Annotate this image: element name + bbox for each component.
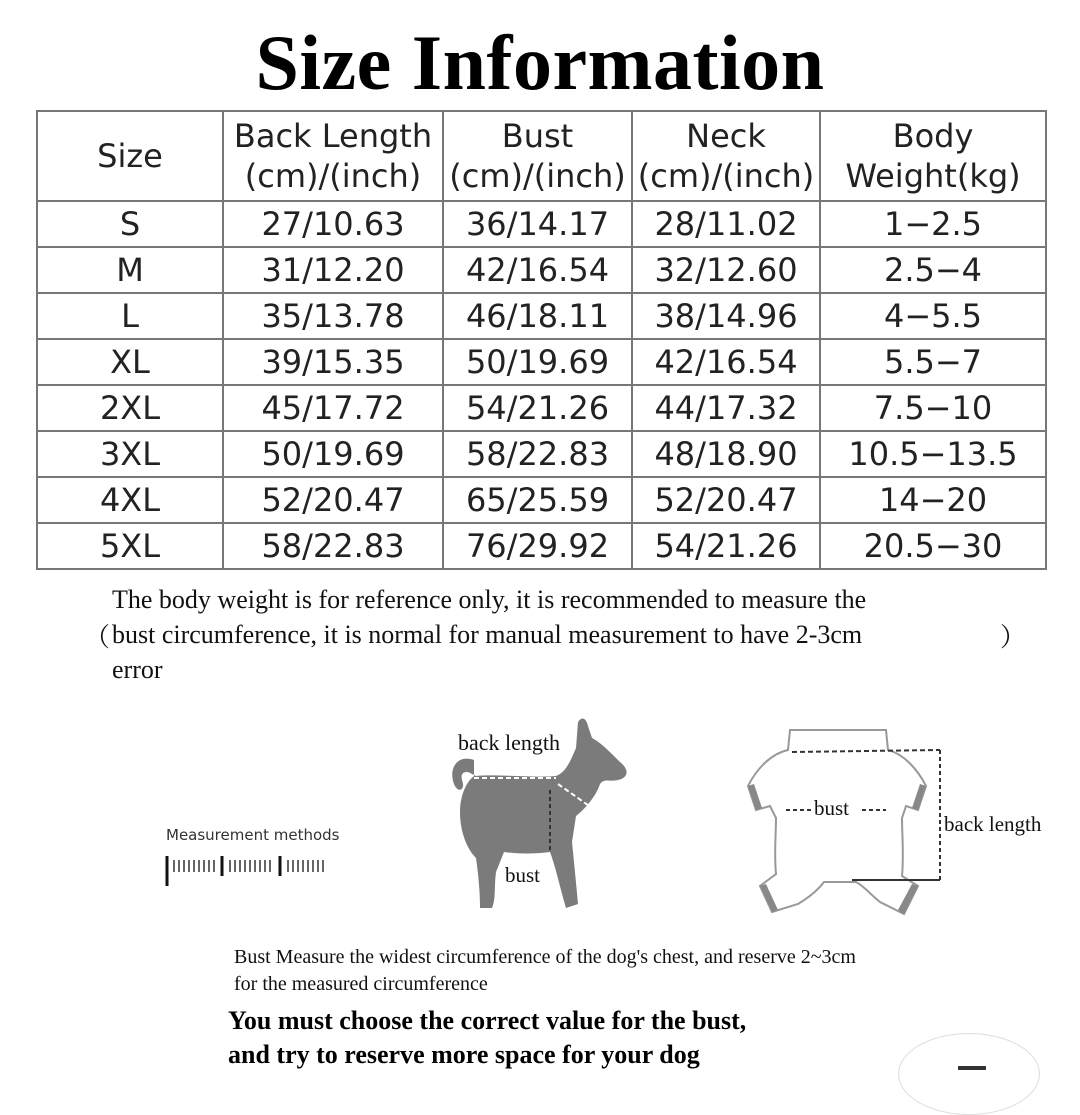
table-cell: 38/14.96 <box>632 293 820 339</box>
page-title: Size Information <box>255 19 825 106</box>
size-table <box>36 110 1047 570</box>
table-row <box>37 523 1046 569</box>
emphasis-line: You must choose the correct value for the bust, <box>228 1006 747 1035</box>
table-row <box>37 247 1046 293</box>
garment-back-length-label: back length <box>944 812 1042 836</box>
table-cell: 3XL <box>37 431 223 477</box>
header-neck <box>632 111 820 201</box>
table-row <box>37 385 1046 431</box>
note-line: bust circumference, it is normal for manual measurement to have 2-3cm <box>112 620 863 649</box>
header-label: Bust <box>501 117 574 155</box>
table-cell: 76/29.92 <box>443 523 632 569</box>
bust-instruction: Bust Measure the widest circumference of the dog's chest, and reserve 2~3cm for the measured circumference <box>234 946 856 995</box>
table-cell: 54/21.26 <box>632 523 820 569</box>
header-body-weight <box>820 111 1046 201</box>
table-cell: 42/16.54 <box>443 247 632 293</box>
note-line: error <box>112 655 163 684</box>
measurement-methods-label: Measurement methods <box>166 826 340 844</box>
table-cell: 50/19.69 <box>223 431 443 477</box>
table-row <box>37 201 1046 247</box>
table-cell: 20.5−30 <box>820 523 1046 569</box>
garment-bust-label: bust <box>814 796 850 820</box>
table-cell: 45/17.72 <box>223 385 443 431</box>
header-unit: (cm)/(inch) <box>244 157 422 195</box>
header-unit: (cm)/(inch) <box>449 157 626 195</box>
table-cell: 42/16.54 <box>632 339 820 385</box>
table-cell: 1−2.5 <box>820 201 1046 247</box>
table-cell: 32/12.60 <box>632 247 820 293</box>
table-cell: 39/15.35 <box>223 339 443 385</box>
dog-bust-label: bust <box>505 863 541 887</box>
table-cell: 4XL <box>37 477 223 523</box>
table-cell: 2.5−4 <box>820 247 1046 293</box>
table-row <box>37 431 1046 477</box>
garment-outline-icon <box>742 726 952 918</box>
table-cell: 14−20 <box>820 477 1046 523</box>
table-header-row <box>37 111 1046 201</box>
header-unit: Weight(kg) <box>845 157 1021 195</box>
table-cell: 4−5.5 <box>820 293 1046 339</box>
table-cell: 54/21.26 <box>443 385 632 431</box>
emphasis-note <box>228 1004 928 1072</box>
table-cell: L <box>37 293 223 339</box>
header-label: Neck <box>686 117 766 155</box>
table-cell: 52/20.47 <box>223 477 443 523</box>
header-size-label: Size <box>97 137 163 175</box>
table-cell: 2XL <box>37 385 223 431</box>
table-cell: 27/10.63 <box>223 201 443 247</box>
header-size <box>37 111 223 201</box>
table-cell: XL <box>37 339 223 385</box>
table-cell: 58/22.83 <box>443 431 632 477</box>
table-cell: 52/20.47 <box>632 477 820 523</box>
header-label: Back Length <box>233 117 433 155</box>
table-cell: 58/22.83 <box>223 523 443 569</box>
note-line: The body weight is for reference only, it is recommended to measure the <box>112 585 867 614</box>
header-back-length <box>223 111 443 201</box>
header-label: Body <box>892 117 974 155</box>
ruler-icon <box>164 852 334 888</box>
table-cell: 50/19.69 <box>443 339 632 385</box>
table-cell: S <box>37 201 223 247</box>
table-row <box>37 293 1046 339</box>
table-row <box>37 477 1046 523</box>
table-cell: 35/13.78 <box>223 293 443 339</box>
minus-icon <box>958 1066 986 1070</box>
table-cell: 7.5−10 <box>820 385 1046 431</box>
reference-note <box>112 582 1012 687</box>
table-cell: 36/14.17 <box>443 201 632 247</box>
table-cell: 65/25.59 <box>443 477 632 523</box>
table-cell: 5.5−7 <box>820 339 1046 385</box>
note-open-paren: （ <box>84 623 111 652</box>
table-cell: 5XL <box>37 523 223 569</box>
table-cell: M <box>37 247 223 293</box>
table-cell: 31/12.20 <box>223 247 443 293</box>
table-cell: 46/18.11 <box>443 293 632 339</box>
table-cell: 10.5−13.5 <box>820 431 1046 477</box>
emphasis-line: and try to reserve more space for your dog <box>228 1040 700 1069</box>
floating-button[interactable] <box>898 1033 1040 1115</box>
header-unit: (cm)/(inch) <box>637 157 815 195</box>
dog-back-length-label: back length <box>458 730 561 755</box>
table-cell: 28/11.02 <box>632 201 820 247</box>
note-close-paren: ） <box>1000 623 1027 652</box>
header-bust <box>443 111 632 201</box>
table-row <box>37 339 1046 385</box>
table-cell: 44/17.32 <box>632 385 820 431</box>
table-cell: 48/18.90 <box>632 431 820 477</box>
